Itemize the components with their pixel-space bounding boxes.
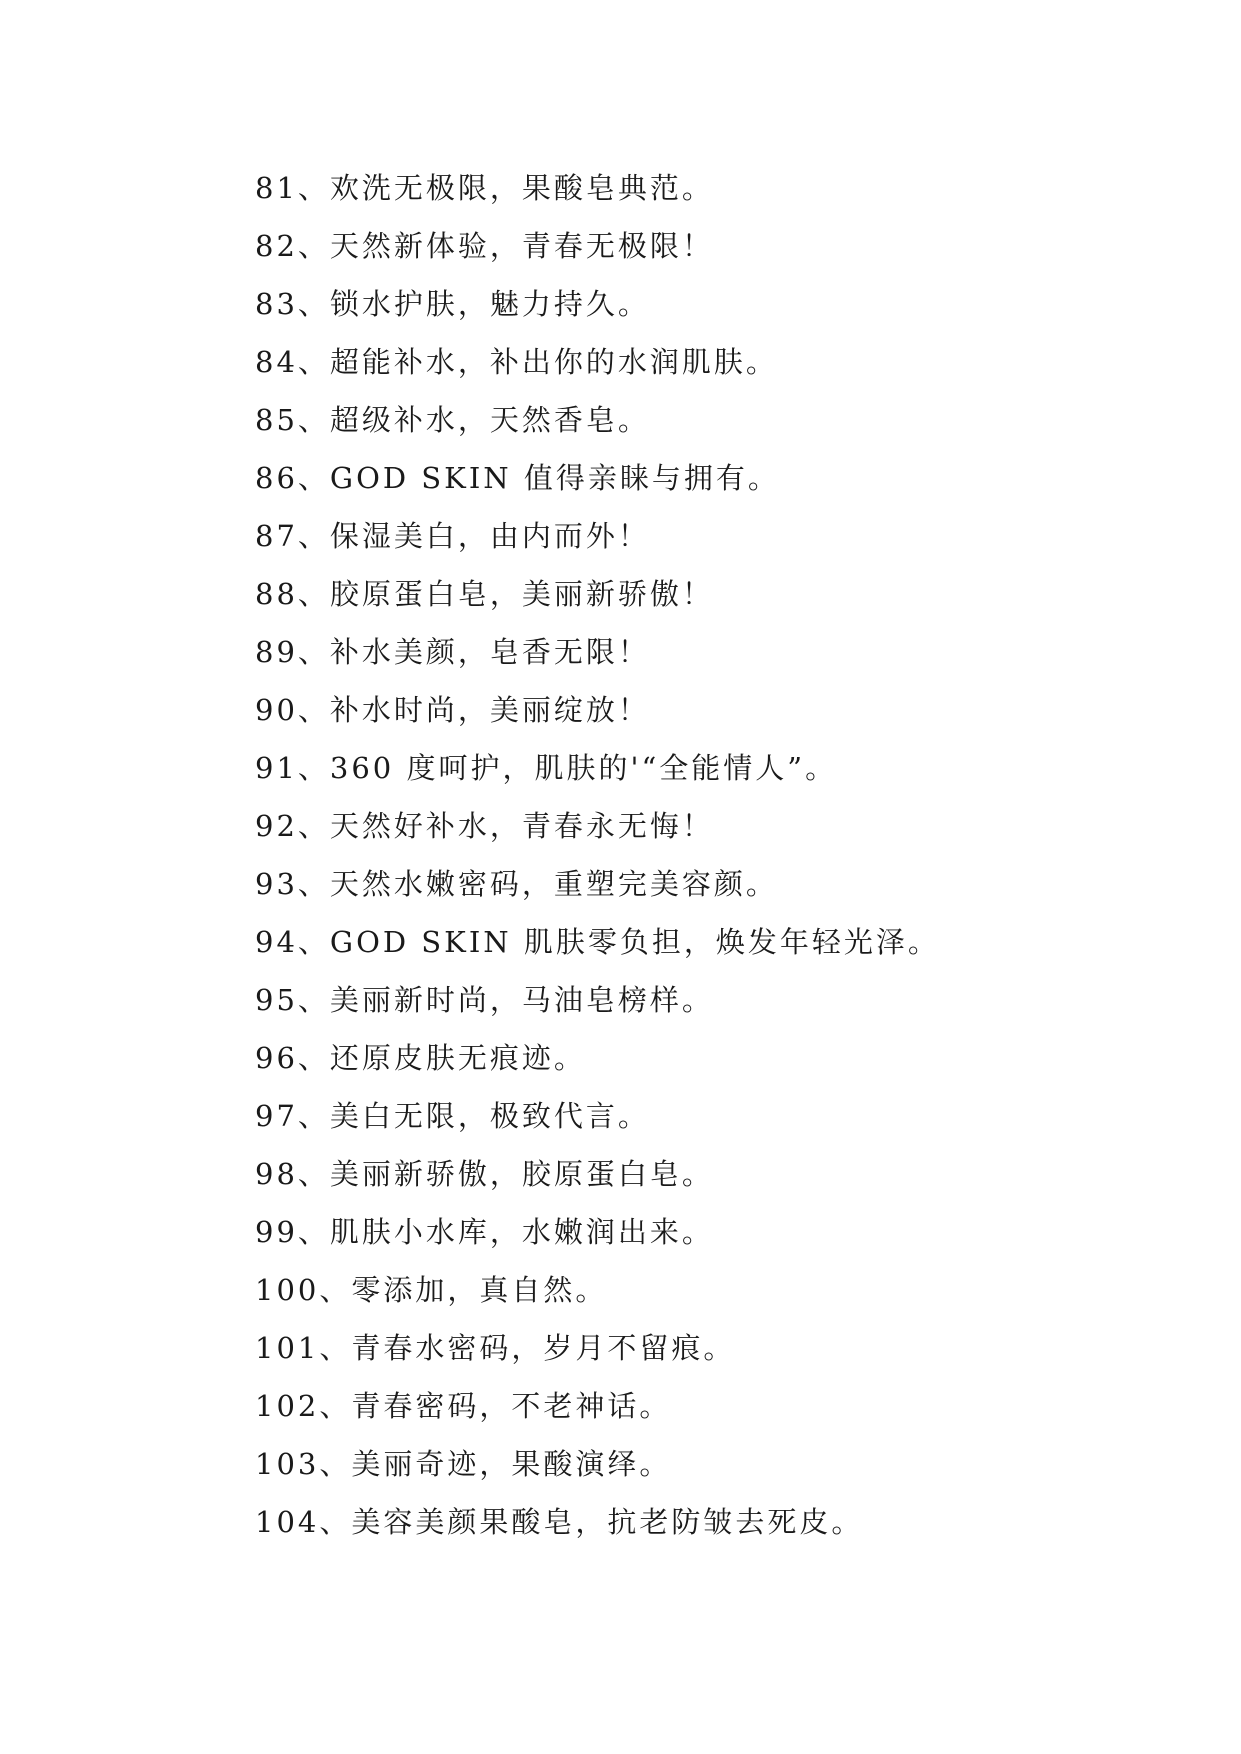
slogan-line: 85、超级补水，天然香皂。 [255, 403, 650, 437]
slogan-line: 93、天然水嫩密码，重塑完美容颜。 [255, 867, 778, 901]
slogan-line: 82、天然新体验，青春无极限！ [255, 229, 714, 263]
slogan-line: 98、美丽新骄傲，胶原蛋白皂。 [255, 1157, 714, 1191]
slogan-line: 102、青春密码，不老神话。 [255, 1389, 672, 1423]
slogan-line: 88、胶原蛋白皂，美丽新骄傲！ [255, 577, 714, 611]
slogan-line: 104、美容美颜果酸皂，抗老防皱去死皮。 [255, 1505, 864, 1539]
slogan-line: 101、青春水密码，岁月不留痕。 [255, 1331, 736, 1365]
slogan-line: 100、零添加，真自然。 [255, 1273, 608, 1307]
slogan-line: 94、GOD SKIN 肌肤零负担，焕发年轻光泽。 [255, 925, 940, 959]
slogan-line: 81、欢洗无极限，果酸皂典范。 [255, 171, 714, 205]
slogan-line: 86、GOD SKIN 值得亲睐与拥有。 [255, 461, 780, 495]
slogan-line: 99、肌肤小水库，水嫩润出来。 [255, 1215, 714, 1249]
slogan-line: 87、保湿美白，由内而外！ [255, 519, 650, 553]
slogan-line: 91、360 度呵护，肌肤的'“全能情人”。 [255, 751, 838, 785]
slogan-line: 92、天然好补水，青春永无悔！ [255, 809, 714, 843]
slogan-line: 83、锁水护肤，魅力持久。 [255, 287, 650, 321]
slogan-line: 97、美白无限，极致代言。 [255, 1099, 650, 1133]
slogan-line: 84、超能补水，补出你的水润肌肤。 [255, 345, 778, 379]
slogan-line: 96、还原皮肤无痕迹。 [255, 1041, 586, 1075]
slogan-line: 90、补水时尚，美丽绽放！ [255, 693, 650, 727]
slogan-line: 95、美丽新时尚，马油皂榜样。 [255, 983, 714, 1017]
slogan-line: 89、补水美颜，皂香无限！ [255, 635, 650, 669]
slogan-list [255, 159, 940, 1551]
slogan-line: 103、美丽奇迹，果酸演绎。 [255, 1447, 672, 1481]
